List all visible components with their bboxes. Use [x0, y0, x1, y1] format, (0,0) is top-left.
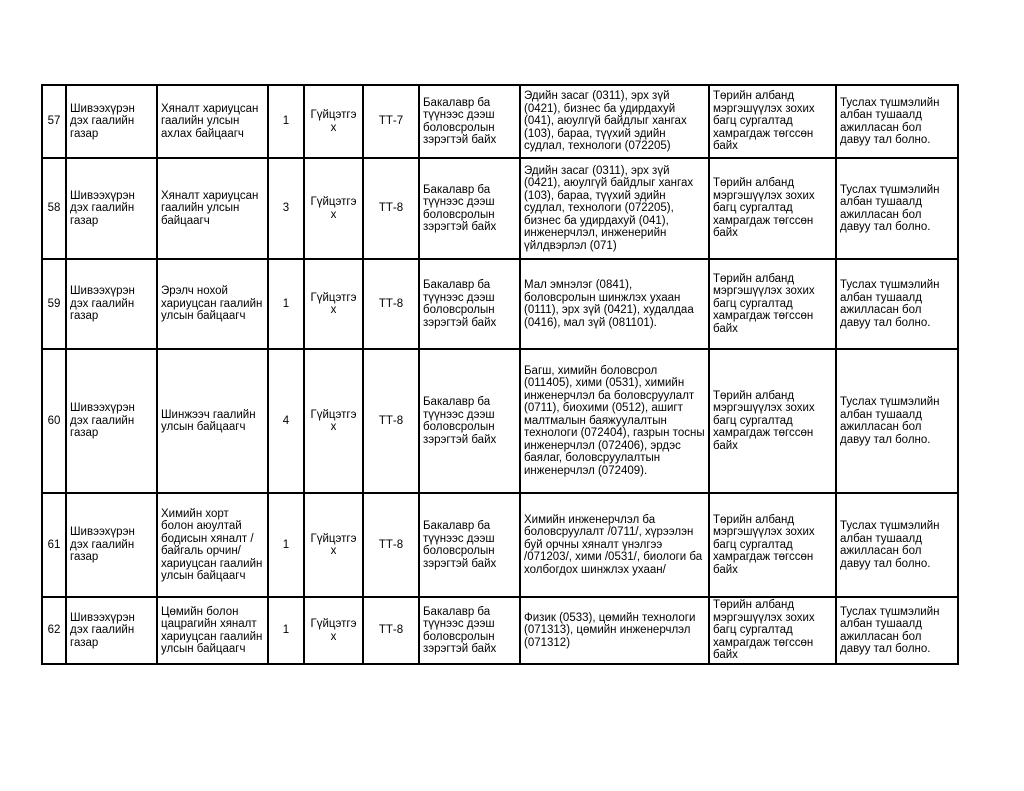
cell-preference: Туслах түшмэлийн албан тушаалд ажилласан бол давуу тал болно.: [836, 158, 958, 259]
table-row: [42, 493, 958, 597]
cell-location: Шивээхүрэн дэх гаалийн газар: [66, 259, 157, 349]
vacancy-table: [41, 84, 959, 665]
cell-duty: Гүйцэтгэх: [304, 158, 363, 259]
cell-preference: Туслах түшмэлийн албан тушаалд ажилласан бол давуу тал болно.: [836, 259, 958, 349]
cell-count: 1: [268, 85, 304, 158]
table-row: [42, 597, 958, 664]
cell-count: 1: [268, 259, 304, 349]
cell-training: Төрийн албанд мэргэшүүлэх зохих багц сургалтад хамрагдаж төгссөн байх: [709, 259, 836, 349]
cell-index: 62: [42, 597, 66, 664]
cell-classification: ТТ-8: [363, 349, 419, 493]
cell-position: Шинжээч гаалийн улсын байцаагч: [157, 349, 268, 493]
cell-position: Химийн хорт болон аюултай бодисын хяналт /байгаль орчин/ хариуцсан гаалийн улсын байцаагч: [157, 493, 268, 597]
cell-index: 61: [42, 493, 66, 597]
cell-location: Шивээхүрэн дэх гаалийн газар: [66, 158, 157, 259]
cell-position: Хяналт хариуцсан гаалийн улсын байцаагч: [157, 158, 268, 259]
cell-classification: ТТ-7: [363, 85, 419, 158]
cell-education: Бакалавр ба түүнээс дээш боловсролын зэрэгтэй байх: [419, 349, 520, 493]
cell-count: 1: [268, 493, 304, 597]
cell-classification: ТТ-8: [363, 158, 419, 259]
cell-training: Төрийн албанд мэргэшүүлэх зохих багц сургалтад хамрагдаж төгссөн байх: [709, 597, 836, 664]
cell-education: Бакалавр ба түүнээс дээш боловсролын зэрэгтэй байх: [419, 493, 520, 597]
cell-position: Цөмийн болон цацрагийн хяналт хариуцсан гаалийн улсын байцаагч: [157, 597, 268, 664]
cell-duty: Гүйцэтгэх: [304, 349, 363, 493]
cell-position: Эрэлч нохой хариуцсан гаалийн улсын байцаагч: [157, 259, 268, 349]
cell-classification: ТТ-8: [363, 259, 419, 349]
cell-education: Бакалавр ба түүнээс дээш боловсролын зэрэгтэй байх: [419, 85, 520, 158]
cell-preference: Туслах түшмэлийн албан тушаалд ажилласан бол давуу тал болно.: [836, 493, 958, 597]
cell-count: 4: [268, 349, 304, 493]
table-row: [42, 259, 958, 349]
cell-field: Эдийн засаг (0311), эрх зүй (0421), аюулгүй байдлыг хангах (103), бараа, түүхий эдийн судлал, технологи (072205), бизнес ба удирдахуй (041), инженерчлэл, инженерийн үйлдвэрлэл (071): [520, 158, 709, 259]
cell-location: Шивээхүрэн дэх гаалийн газар: [66, 349, 157, 493]
cell-training: Төрийн албанд мэргэшүүлэх зохих багц сургалтад хамрагдаж төгссөн байх: [709, 85, 836, 158]
cell-index: 57: [42, 85, 66, 158]
cell-classification: ТТ-8: [363, 493, 419, 597]
cell-location: Шивээхүрэн дэх гаалийн газар: [66, 493, 157, 597]
cell-field: Мал эмнэлэг (0841), боловсролын шинжлэх ухаан (0111), эрх зүй (0421), худалдаа (0416), мал зүй (081101).: [520, 259, 709, 349]
cell-training: Төрийн албанд мэргэшүүлэх зохих багц сургалтад хамрагдаж төгссөн байх: [709, 158, 836, 259]
cell-preference: Туслах түшмэлийн албан тушаалд ажилласан бол давуу тал болно.: [836, 597, 958, 664]
cell-duty: Гүйцэтгэх: [304, 259, 363, 349]
cell-field: Багш, химийн боловсрол (011405), хими (0531), химийн инженерчлэл ба боловсруулалт (0711), биохими (0512), ашигт малтмалын баяжуулалтын технологи (072404), газрын тосны инженерчлэл (072406), эрдэс баялаг, боловсруулалтын инженерчлэл (072409).: [520, 349, 709, 493]
cell-preference: Туслах түшмэлийн албан тушаалд ажилласан бол давуу тал болно.: [836, 349, 958, 493]
cell-count: 1: [268, 597, 304, 664]
cell-location: Шивээхүрэн дэх гаалийн газар: [66, 597, 157, 664]
cell-location: Шивээхүрэн дэх гаалийн газар: [66, 85, 157, 158]
table-row: [42, 349, 958, 493]
cell-education: Бакалавр ба түүнээс дээш боловсролын зэрэгтэй байх: [419, 158, 520, 259]
cell-count: 3: [268, 158, 304, 259]
cell-duty: Гүйцэтгэх: [304, 493, 363, 597]
cell-classification: ТТ-8: [363, 597, 419, 664]
cell-preference: Туслах түшмэлийн албан тушаалд ажилласан бол давуу тал болно.: [836, 85, 958, 158]
cell-field: Эдийн засаг (0311), эрх зүй (0421), бизнес ба удирдахуй (041), аюулгүй байдлыг хангах (103), бараа, түүхий эдийн судлал, технологи (072205): [520, 85, 709, 158]
cell-field: Химийн инженерчлэл ба боловсруулалт /0711/, хүрээлэн буй орчны хяналт үнэлгээ /071203/, хими /0531/, биологи ба холбогдох шинжлэх ухаан/: [520, 493, 709, 597]
cell-duty: Гүйцэтгэх: [304, 597, 363, 664]
table-row: [42, 158, 958, 259]
cell-education: Бакалавр ба түүнээс дээш боловсролын зэрэгтэй байх: [419, 597, 520, 664]
cell-field: Физик (0533), цөмийн технологи (071313), цөмийн инженерчлэл (071312): [520, 597, 709, 664]
cell-duty: Гүйцэтгэх: [304, 85, 363, 158]
cell-index: 60: [42, 349, 66, 493]
cell-index: 59: [42, 259, 66, 349]
cell-training: Төрийн албанд мэргэшүүлэх зохих багц сургалтад хамрагдаж төгссөн байх: [709, 493, 836, 597]
table-row: [42, 85, 958, 158]
cell-position: Хяналт хариуцсан гаалийн улсын ахлах байцаагч: [157, 85, 268, 158]
table-body: [42, 85, 958, 664]
cell-education: Бакалавр ба түүнээс дээш боловсролын зэрэгтэй байх: [419, 259, 520, 349]
cell-index: 58: [42, 158, 66, 259]
cell-training: Төрийн албанд мэргэшүүлэх зохих багц сургалтад хамрагдаж төгссөн байх: [709, 349, 836, 493]
